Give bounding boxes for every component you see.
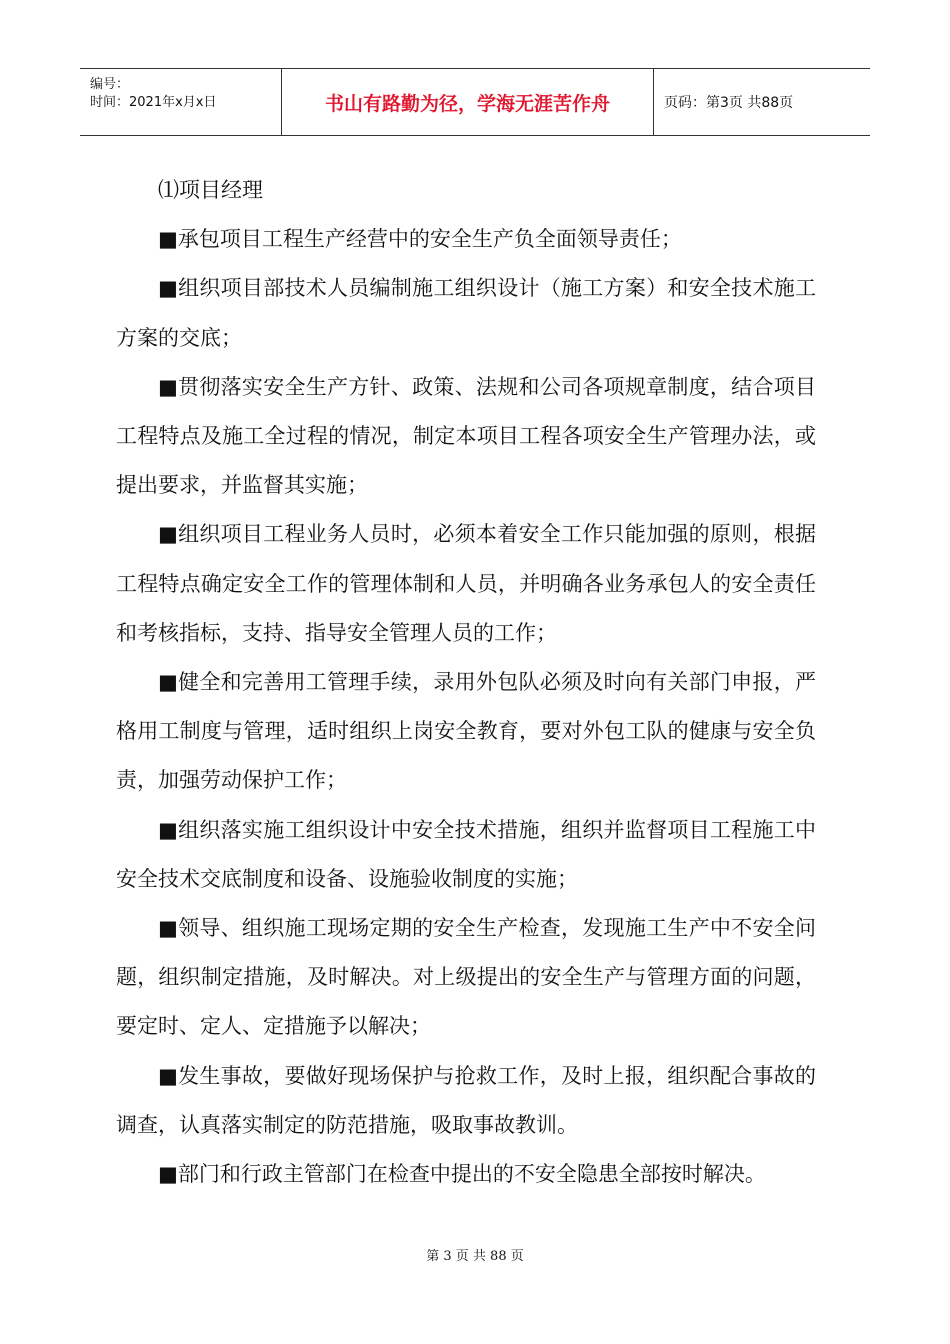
paragraph: ■部门和行政主管部门在检查中提出的不安全隐患全部按时解决。 bbox=[158, 1162, 766, 1187]
paragraph: ■领导、组织施工现场定期的安全生产检查，发现施工生产中不安全问题，组织制定措施，及时解决。对上级提出的安全生产与管理方面的问题，要定时、定人、定措施予以解决； bbox=[116, 916, 816, 1039]
paragraph: ■发生事故，要做好现场保护与抢救工作，及时上报，组织配合事故的调查，认真落实制定的防范措施，吸取事故教训。 bbox=[116, 1063, 816, 1137]
header-meta bbox=[80, 69, 282, 135]
header-page-info: 页码：第3页 共88页 bbox=[664, 95, 794, 111]
paragraph: ■组织项目工程业务人员时，必须本着安全工作只能加强的原则，根据工程特点确定安全工作的管理体制和人员，并明确各业务承包人的安全责任和考核指标，支持、指导安全管理人员的工作； bbox=[116, 522, 816, 645]
paragraph: ■组织项目部技术人员编制施工组织设计（施工方案）和安全技术施工方案的交底； bbox=[116, 276, 816, 350]
section-heading: ⑴项目经理 bbox=[158, 178, 263, 202]
page-footer: 第 3 页 共 88 页 bbox=[426, 1249, 524, 1264]
header-motto: 书山有路勤为径，学海无涯苦作舟 bbox=[282, 69, 654, 135]
document-body bbox=[116, 166, 816, 1199]
paragraph: ■贯彻落实安全生产方针、政策、法规和公司各项规章制度，结合项目工程特点及施工全过程的情况，制定本项目工程各项安全生产管理办法，或提出要求，并监督其实施； bbox=[116, 374, 816, 498]
paragraph: ■健全和完善用工管理手续，录用外包队必须及时向有关部门申报，严格用工制度与管理，适时组织上岗安全教育，要对外包工队的健康与安全负责，加强劳动保护工作； bbox=[116, 670, 816, 793]
paragraph: ■承包项目工程生产经营中的安全生产负全面领导责任； bbox=[158, 227, 682, 252]
paragraph: ■组织落实施工组织设计中安全技术措施，组织并监督项目工程施工中安全技术交底制度和设备、设施验收制度的实施； bbox=[116, 817, 816, 891]
page-header bbox=[80, 68, 870, 136]
document-number-label: 编号： bbox=[90, 77, 130, 92]
document-date: 时间：2021年x月x日 bbox=[90, 95, 217, 110]
